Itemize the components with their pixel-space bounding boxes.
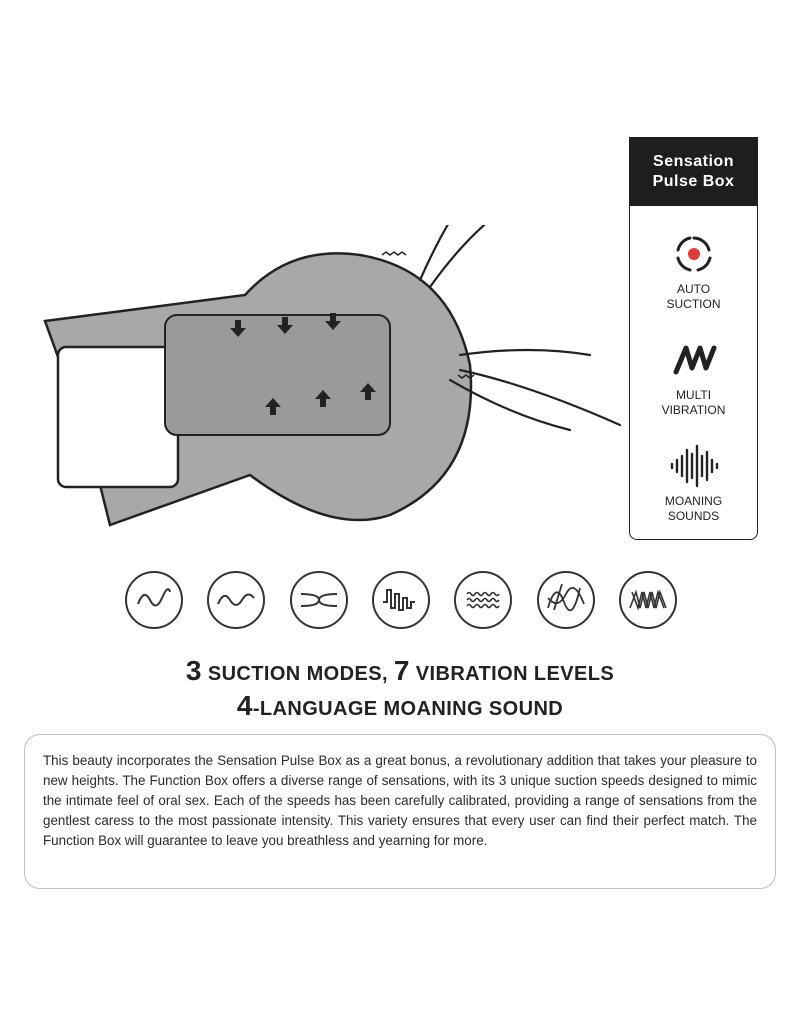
feature-label-line2: SOUNDS <box>667 509 720 523</box>
headline-line1 <box>0 655 800 690</box>
sensation-pulse-box-panel <box>629 137 758 540</box>
language-count: 4 <box>236 690 253 721</box>
vibration-level-count: 7 <box>393 655 410 686</box>
description-box <box>24 734 776 889</box>
suction-mode-count: 3 <box>185 655 202 686</box>
wave-mode-7-icon <box>618 570 678 630</box>
product-illustration <box>30 225 630 545</box>
multi-vibration-icon <box>668 338 720 382</box>
feature-auto-suction <box>630 232 757 312</box>
wave-mode-3-icon <box>289 570 349 630</box>
moaning-sounds-icon <box>668 444 720 488</box>
feature-label-line1: AUTO <box>676 282 711 296</box>
description-text: This beauty incorporates the Sensation Pulse Box as a great bonus, a revolutionary addition that takes your pleasure to new heights. The Function Box offers a diverse range of sensations, with its 3 unique suction speeds designed to mimic the intimate feel of oral sex. Each of the speeds has been carefully calibrated, providing a range of sensations from the gentlest caress to the most passionate intensity. This variety ensures that every user can find their perfect match. The Function Box will guarantee to leave you breathless and yearning for more. <box>43 753 757 848</box>
panel-title <box>630 138 757 206</box>
auto-suction-icon <box>668 232 720 276</box>
wave-mode-1-icon <box>124 570 184 630</box>
device-cap <box>58 347 178 487</box>
wave-mode-2-icon <box>206 570 266 630</box>
vibration-modes-row <box>124 570 678 630</box>
feature-label-line2: SUCTION <box>666 297 721 311</box>
headline-text3: -LANGUAGE MOANING SOUND <box>252 698 564 720</box>
headline-line2 <box>0 690 800 725</box>
headline-text2: VIBRATION LEVELS <box>409 663 615 685</box>
feature-multi-vibration <box>630 338 757 418</box>
panel-title-line1: Sensation <box>653 153 734 170</box>
feature-label-line2: VIBRATION <box>661 403 726 417</box>
inner-chamber <box>165 315 390 435</box>
wave-mode-6-icon <box>536 570 596 630</box>
feature-moaning-sounds <box>630 444 757 524</box>
feature-label-line1: MULTI <box>675 388 712 402</box>
headline-text1: SUCTION MODES, <box>201 663 394 685</box>
feature-headline <box>0 655 800 725</box>
wave-mode-5-icon <box>453 570 513 630</box>
feature-label-line1: MOANING <box>664 494 723 508</box>
wave-mode-4-icon <box>371 570 431 630</box>
panel-title-line2: Pulse Box <box>652 173 735 190</box>
